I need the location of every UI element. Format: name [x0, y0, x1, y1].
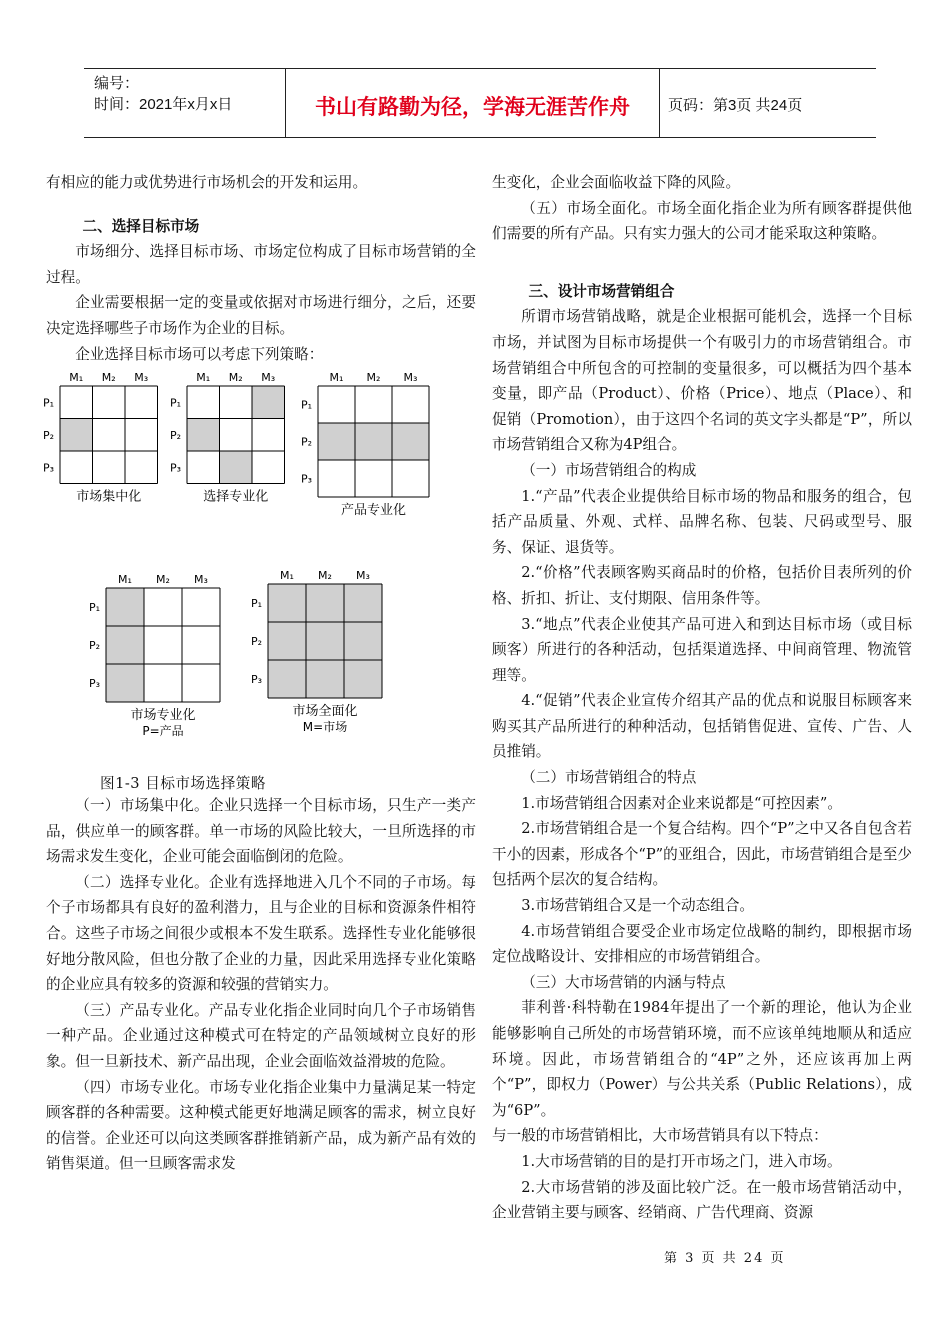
row-label: P₁	[42, 396, 54, 410]
paragraph: 有相应的能力或优势进行市场机会的开发和运用。	[46, 174, 368, 191]
shaded-cell	[355, 423, 392, 460]
paragraph: （四）市场专业化。市场专业化指企业集中力量满足某一特定顾客群的各种需要。这种模式能更好地满足顾客的需求，树立良好的信誉。企业还可以向这类顾客群推销新产品，成为新产品有效的销售渠道。但一旦顾客需求发	[46, 1078, 476, 1173]
header-meta	[84, 69, 286, 137]
grid-sublabel: P=产品	[142, 724, 184, 738]
paragraph: （三）大市场营销的内涵与特点	[521, 973, 726, 991]
row-label: P₂	[169, 428, 181, 442]
paragraph: 企业需要根据一定的变量或依据对市场进行细分，之后，还要决定选择哪些子市场作为企业的目标。	[46, 294, 476, 337]
shaded-cell	[268, 660, 306, 698]
strategy-grid	[89, 573, 220, 738]
column-label: M₁	[118, 573, 132, 586]
paragraph: 4.市场营销组合要受企业市场定位战略的制约，即根据市场定位战略设计、安排相应的市场营销组合。	[492, 922, 912, 966]
column-label: M₃	[356, 569, 370, 582]
paragraph: 3.市场营销组合又是一个动态组合。	[521, 897, 755, 915]
row-label: P₂	[300, 435, 312, 449]
shaded-cell	[344, 584, 382, 622]
column-label: M₂	[156, 573, 170, 586]
paragraph: （二）选择专业化。企业有选择地进入几个不同的子市场。每个子市场都具有良好的盈利潜力，且与企业的目标和资源条件相符合。这些子市场之间很少或根本不发生联系。选择性专业化能够很好地分散风险，但也分散了企业的力量，因此采用选择专业化策略的企业应具有较多的资源和较强的营销实力。	[46, 873, 476, 994]
left-column-bottom-text	[46, 793, 476, 1177]
figure-caption: 图1-3 目标市场选择策略	[100, 775, 266, 792]
page-header	[84, 68, 876, 138]
paragraph: 1.大市场营销的目的是打开市场之门，进入市场。	[521, 1152, 842, 1170]
row-label: P₃	[169, 461, 181, 475]
left-column	[46, 170, 476, 367]
shaded-cell	[187, 419, 220, 452]
time-label: 时间：2021年x月x日	[94, 96, 233, 113]
strategy-grid	[251, 569, 382, 734]
shaded-cell	[318, 423, 355, 460]
number-label: 编号：	[94, 75, 140, 92]
paragraph: （五）市场全面化。市场全面化指企业为所有顾客群提供他们需要的所有产品。只有实力强大的公司才能采取这种策略。	[492, 199, 912, 243]
column-label: M₁	[69, 371, 84, 384]
grid-label: 市场专业化	[130, 708, 196, 723]
paragraph: （三）产品专业化。产品专业化指企业同时向几个子市场销售一种产品。企业通过这种模式可在特定的产品领域树立良好的形象。但一旦新技术、新产品出现，企业会面临效益滑坡的危险。	[46, 1001, 476, 1070]
column-label: M₂	[228, 371, 243, 384]
paragraph: 市场细分、选择目标市场、市场定位构成了目标市场营销的全过程。	[46, 243, 476, 286]
paragraph: 1.“产品”代表企业提供给目标市场的物品和服务的组合，包括产品质量、外观、式样、品牌名称、包装、尺码或型号、服务、保证、退货等。	[492, 487, 912, 556]
row-label: P₂	[42, 428, 54, 442]
header-motto-cell	[286, 69, 660, 137]
paragraph: 所谓市场营销战略，就是企业根据可能机会，选择一个目标市场，并试图为目标市场提供一个有吸引力的市场营销组合。市场营销组合中所包含的可控制的变量很多，可以概括为四个基本变量，即产品（Product）、价格（Price）、地点（Place）、和促销（Promotion），由于这四个名词的英文字头都是“P”，所以市场营销组合又称为4P组合。	[492, 308, 912, 454]
shaded-cell	[106, 664, 144, 702]
paragraph: 1.市场营销组合因素对企业来说都是“可控因素”。	[521, 794, 842, 812]
grid-sublabel: M=市场	[302, 720, 348, 734]
shaded-cell	[392, 423, 429, 460]
strategy-grid	[43, 371, 158, 505]
row-label: P₃	[250, 673, 262, 686]
section-heading: 三、设计市场营销组合	[528, 282, 675, 300]
shaded-cell	[344, 660, 382, 698]
grid-label: 产品专业化	[340, 503, 407, 518]
paragraph: 2.“价格”代表顾客购买商品时的价格，包括价目表所列的价格、折扣、折让、支付期限、信用条件等。	[492, 564, 912, 607]
strategy-grids	[0, 366, 476, 766]
grid-label: 市场全面化	[292, 704, 358, 719]
column-label: M₁	[280, 569, 294, 582]
row-label: P₃	[42, 461, 54, 475]
shaded-cell	[252, 386, 285, 419]
page-footer: 第 3 页 共 24 页	[664, 1251, 786, 1266]
column-label: M₃	[134, 371, 149, 384]
header-page-cell	[660, 69, 876, 137]
shaded-cell	[268, 584, 306, 622]
spacer	[46, 196, 476, 212]
right-column	[492, 170, 912, 1226]
left-column-bottom	[46, 793, 476, 1177]
right-column-text	[492, 170, 912, 1226]
grid-label: 选择专业化	[203, 489, 269, 505]
column-label: M₃	[194, 573, 208, 586]
paragraph: 菲利普·科特勒在1984年提出了一个新的理论，他认为企业能够影响自己所处的市场营销环境，而不应该单纯地顺从和适应环境。因此，市场营销组合的“4P”之外，还应该再加上两个“P”，即权力（Power）与公共关系（Public Relations），成为“6P”。	[492, 999, 912, 1119]
row-label: P₁	[300, 398, 312, 412]
spacer	[492, 247, 912, 277]
paragraph: 2.大市场营销的涉及面比较广泛。在一般市场营销活动中，企业营销主要与顾客、经销商、广告代理商、资源	[492, 1178, 912, 1222]
section-heading: 二、选择目标市场	[82, 217, 200, 235]
paragraph: （一）市场集中化。企业只选择一个目标市场，只生产一类产品，供应单一的顾客群。单一市场的风险比较大，一旦所选择的市场需求发生变化，企业可能会面临倒闭的危险。	[46, 797, 476, 866]
shaded-cell	[306, 660, 344, 698]
shaded-cell	[306, 622, 344, 660]
row-label: P₃	[300, 472, 312, 486]
strategy-grid	[170, 371, 285, 505]
strategy-grid	[301, 371, 429, 518]
column-label: M₂	[101, 371, 116, 384]
paragraph: （二）市场营销组合的特点	[521, 769, 697, 787]
column-label: M₃	[403, 371, 418, 384]
row-label: P₃	[88, 677, 100, 690]
column-label: M₃	[261, 371, 276, 384]
shaded-cell	[220, 451, 253, 484]
paragraph: 与一般的市场营销相比，大市场营销具有以下特点：	[492, 1127, 828, 1145]
column-label: M₂	[366, 371, 381, 384]
column-label: M₂	[318, 569, 332, 582]
row-label: P₂	[250, 635, 262, 648]
paragraph: 企业选择目标市场可以考虑下列策略：	[75, 345, 324, 363]
page-info: 页码：第3页 共24页	[668, 97, 803, 114]
column-label: M₁	[196, 371, 211, 384]
shaded-cell	[344, 622, 382, 660]
row-label: P₁	[169, 396, 181, 410]
figure-target-market-strategies	[0, 366, 476, 766]
row-label: P₂	[88, 639, 100, 652]
shaded-cell	[268, 622, 306, 660]
shaded-cell	[106, 626, 144, 664]
grid-label: 市场集中化	[76, 489, 142, 505]
left-column-top	[46, 170, 476, 367]
shaded-cell	[60, 419, 93, 452]
column-label: M₁	[329, 371, 344, 384]
paragraph: 生变化，企业会面临收益下降的风险。	[492, 174, 741, 191]
row-label: P₁	[250, 597, 262, 610]
paragraph: 4.“促销”代表企业宣传介绍其产品的优点和说服目标顾客来购买其产品所进行的种种活动，包括销售促进、宣传、广告、人员推销。	[492, 692, 912, 761]
row-label: P₁	[88, 601, 100, 614]
paragraph: 3.“地点”代表企业使其产品可进入和到达目标市场（或目标顾客）所进行的各种活动，包括渠道选择、中间商管理、物流管理等。	[492, 615, 912, 684]
shaded-cell	[106, 588, 144, 626]
paragraph: 2.市场营销组合是一个复合结构。四个“P”之中又各自包含若干小的因素，形成各个“P”的亚组合，因此，市场营销组合是至少包括两个层次的复合结构。	[492, 820, 912, 889]
paragraph: （一）市场营销组合的构成	[521, 461, 697, 479]
motto: 书山有路勤为径，学海无涯苦作舟	[315, 95, 630, 119]
shaded-cell	[306, 584, 344, 622]
